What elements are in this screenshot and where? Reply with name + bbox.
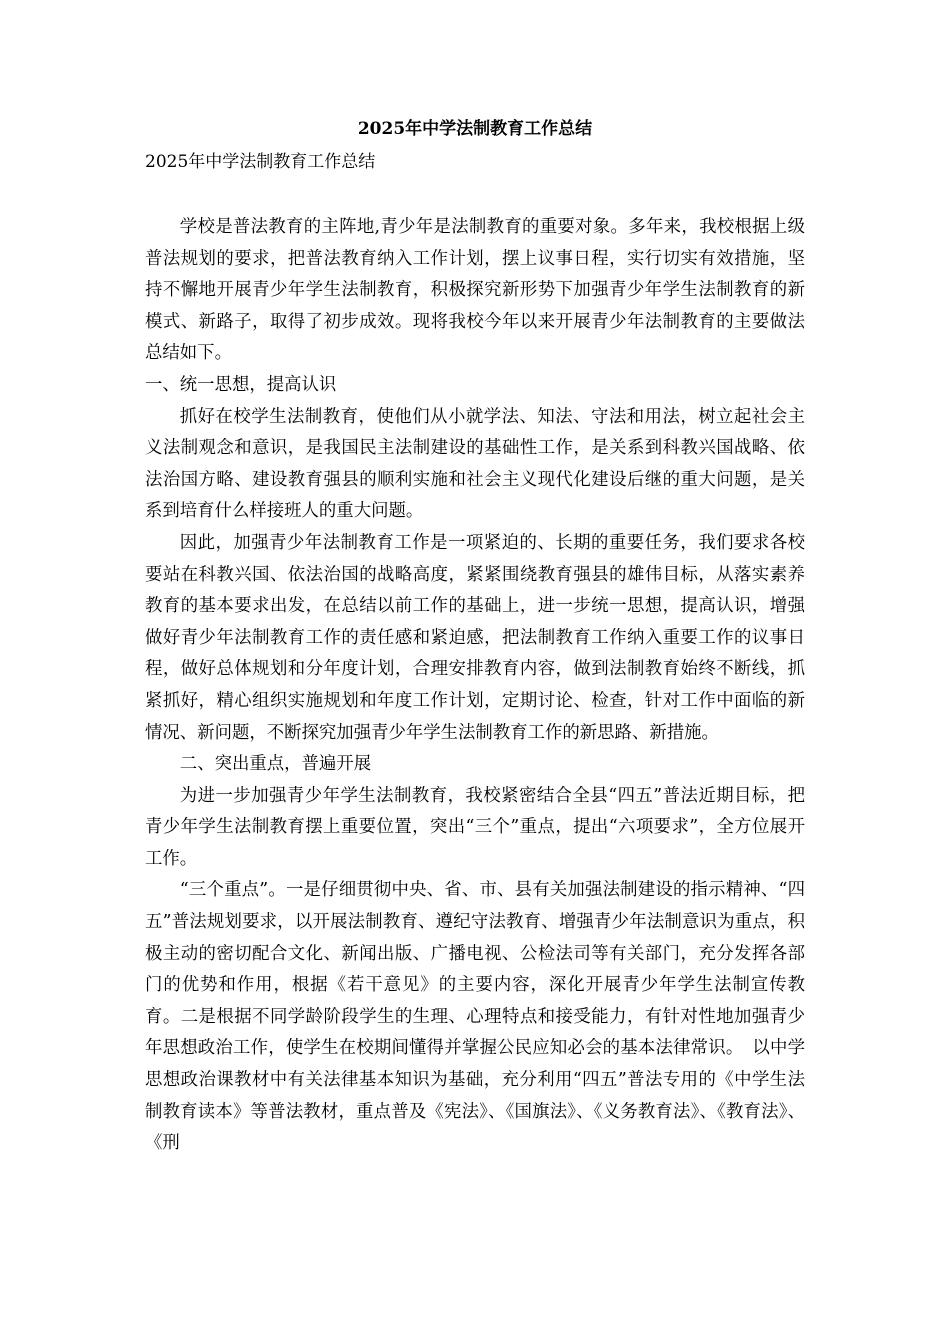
section-heading-1: 一、统一思想，提高认识 <box>145 374 337 395</box>
paragraph-intro: 学校是普法教育的主阵地,青少年是法制教育的重要对象。多年来，我校根据上级普法规划的要求，把普法教育纳入工作计划，摆上议事日程，实行切实有效措施，坚持不懈地开展青少年学生法制教育，积极探究新形势下加强青少年学生法制教育的新模式、新路子，取得了初步成效。现将我校今年以来开展青少年法制教育的主要做法总结如下。 <box>145 217 805 364</box>
section-heading-2: 二、突出重点，普遍开展 <box>179 754 372 775</box>
paragraph: 抓好在校学生法制教育，使他们从小就学法、知法、守法和用法，树立起社会主义法制观念和意识，是我国民主法制建设的基础性工作，是关系到科教兴国战略、依法治国方略、建设教育强县的顺利实施和社会主义现代化建设后继的重大问题，是关系到培育什么样接班人的重大问题。 <box>145 406 805 522</box>
paragraph: 因此，加强青少年法制教育工作是一项紧迫的、长期的重要任务，我们要求各校要站在科教兴国、依法治国的战略高度，紧紧围绕教育强县的雄伟目标，从落实素养教育的基本要求出发，在总结以前工作的基础上，进一步统一思想，提高认识，增强做好青少年法制教育工作的责任感和紧迫感，把法制教育工作纳入重要工作的议事日程，做好总体规划和分年度计划，合理安排教育内容，做到法制教育始终不断线，抓紧抓好，精心组织实施规划和年度工作计划，定期讨论、检查，针对工作中面临的新情况、新问题，不断探究加强青少年学生法制教育工作的新思路、新措施。 <box>145 532 805 743</box>
paragraph: “三个重点”。一是仔细贯彻中央、省、市、县有关加强法制建设的指示精神、“四五”普法规划要求，以开展法制教育、遵纪守法教育、增强青少年法制意识为重点，积极主动的密切配合文化、新闻出版、广播电视、公检法司等有关部门，充分发挥各部门的优势和作用，根据《若干意见》的主要内容，深化开展青少年学生法制宣传教育。二是根据不同学龄阶段学生的生理、心理特点和接受能力，有针对性地加强青少年思想政治工作，使学生在校期间懂得并掌握公民应知必会的基本法律常识。 以中学思想政治课教材中有关法律基本知识为基础，充分利用“四五”普法专用的《中学生法制教育读本》等普法教材，重点普及《宪法》、《国旗法》、《义务教育法》、《教育法》、《刑 <box>145 880 805 1154</box>
document-title: 2025年中学法制教育工作总结 <box>357 119 593 139</box>
paragraph: 为进一步加强青少年学生法制教育，我校紧密结合全县“四五”普法近期目标，把青少年学生法制教育摆上重要位置，突出“三个”重点，提出“六项要求”，全方位展开工作。 <box>145 785 805 869</box>
document-subtitle: 2025年中学法制教育工作总结 <box>145 152 376 172</box>
document-body <box>145 212 805 1160</box>
